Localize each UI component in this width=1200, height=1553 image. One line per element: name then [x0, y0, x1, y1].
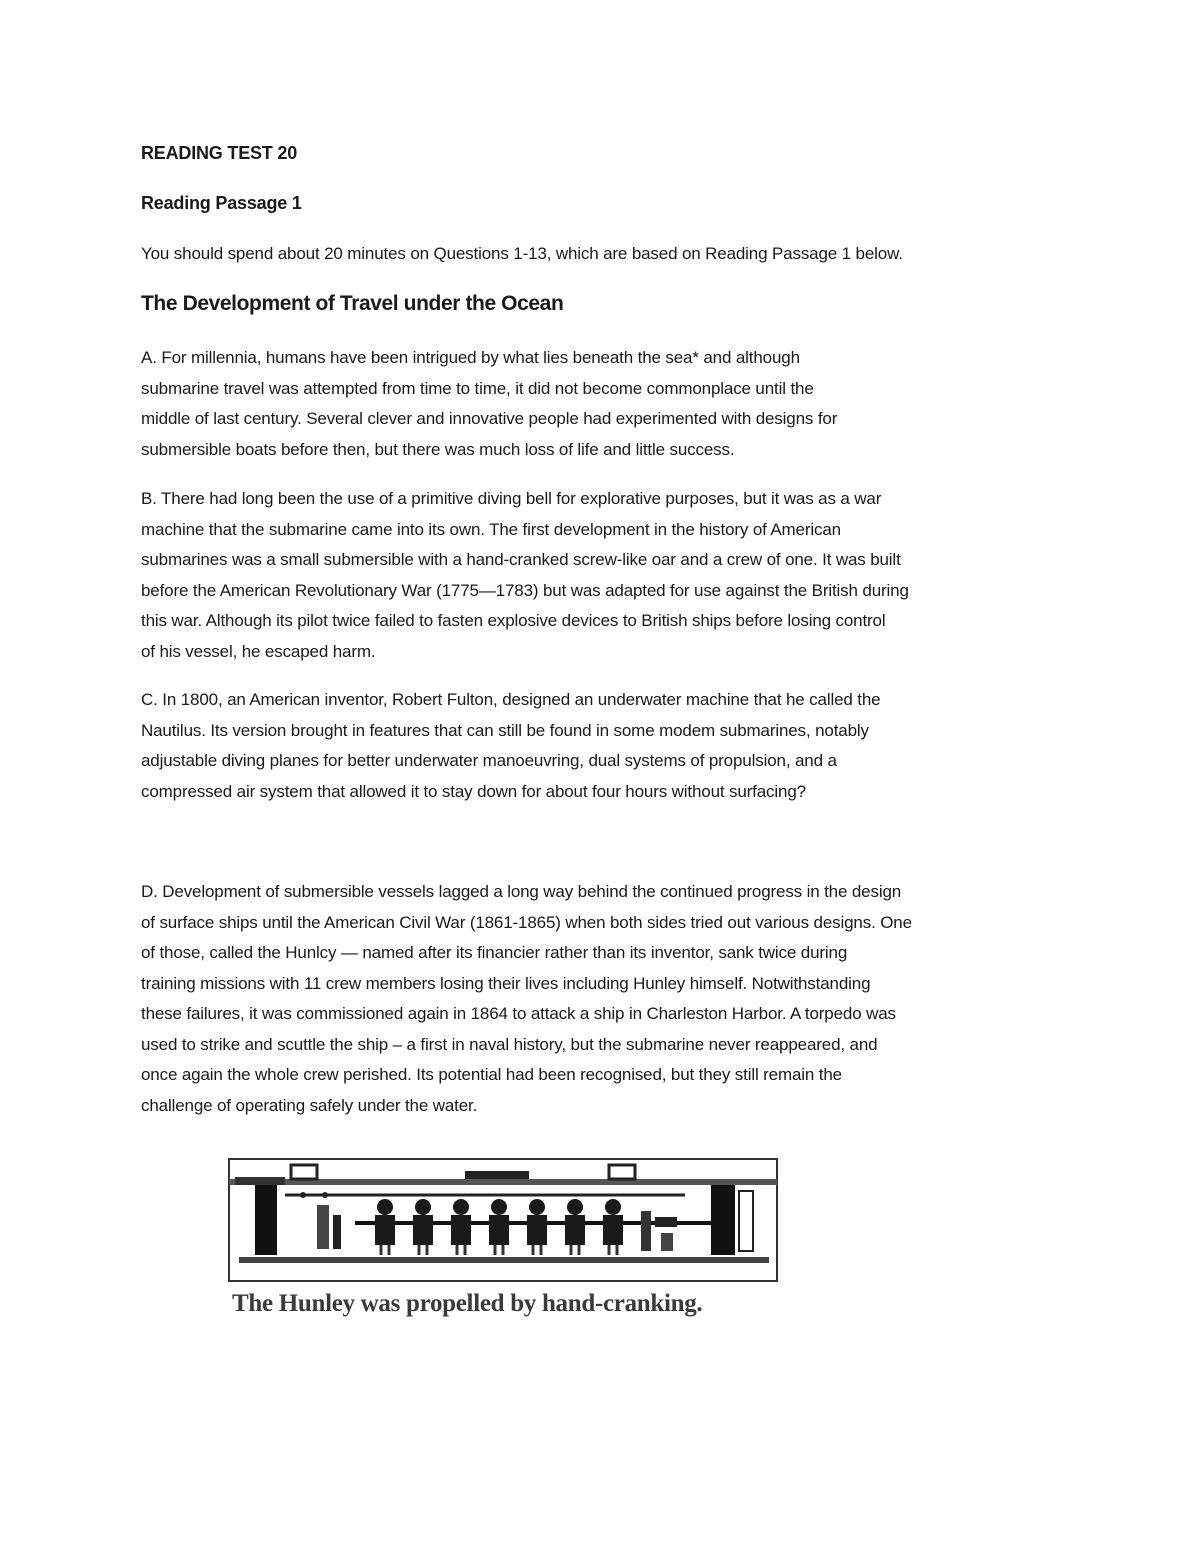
- passage-label: Reading Passage 1: [141, 193, 302, 213]
- paragraph-line: of his vessel, he escaped harm.: [141, 641, 376, 661]
- test-title: READING TEST 20: [141, 143, 298, 163]
- paragraph-line: of those, called the Hunlcy — named after its financier rather than its inventor, sank twice during: [141, 943, 848, 962]
- paragraph-line: challenge of operating safely under the water.: [141, 1095, 478, 1115]
- paragraph-line: training missions with 11 crew members losing their lives including Hunley himself. Notwithstanding: [141, 973, 871, 993]
- paragraph-line: submersible boats before then, but there was much loss of life and little success.: [141, 439, 735, 459]
- paragraph-line: submarine travel was attempted from time to time, it did not become commonplace until the: [141, 378, 814, 398]
- paragraph-line: compressed air system that allowed it to stay down for about four hours without surfacing?: [141, 781, 806, 801]
- paragraph-c: [141, 685, 1071, 807]
- paragraph-b: [141, 484, 1071, 667]
- paragraph-a: [141, 343, 1071, 465]
- hunley-figure: [225, 1155, 785, 1285]
- paragraph-line: D. Development of submersible vessels lagged a long way behind the continued progress in the design: [141, 882, 902, 901]
- paragraph-line: used to strike and scuttle the ship – a first in naval history, but the submarine never reappeared, and: [141, 1034, 878, 1054]
- figure-caption: The Hunley was propelled by hand-cranking.: [232, 1290, 703, 1317]
- paragraph-line: adjustable diving planes for better underwater manoeuvring, dual systems of propulsion, and a: [141, 751, 837, 770]
- paragraph-line: submarines was a small submersible with a hand-cranked screw-like oar and a crew of one. It was built: [141, 550, 901, 569]
- instructions-text: You should spend about 20 minutes on Questions 1-13, which are based on Reading Passage 1 below.: [141, 244, 903, 263]
- paragraph-line: C. In 1800, an American inventor, Robert Fulton, designed an underwater machine that he called the: [141, 690, 881, 709]
- paragraph-line: these failures, it was commissioned again in 1864 to attack a ship in Charleston Harbor. A torpedo was: [141, 1004, 896, 1023]
- paragraph-line: Nautilus. Its version brought in features that can still be found in some modem submarines, notably: [141, 720, 869, 740]
- paragraph-line: before the American Revolutionary War (1775—1783) but was adapted for use against the British during: [141, 580, 909, 600]
- paragraph-line: B. There had long been the use of a primitive diving bell for explorative purposes, but it was as a war: [141, 489, 882, 508]
- paragraph-line: machine that the submarine came into its own. The first development in the history of American: [141, 519, 841, 539]
- paragraph-line: this war. Although its pilot twice failed to fasten explosive devices to British ships before losing control: [141, 611, 886, 630]
- hunley-cutaway-illustration: [225, 1155, 785, 1285]
- paragraph-d: [141, 877, 1071, 1121]
- paragraph-line: of surface ships until the American Civil War (1861-1865) when both sides tried out various designs. One: [141, 912, 912, 932]
- paragraph-line: A. For millennia, humans have been intrigued by what lies beneath the sea* and although: [141, 348, 800, 367]
- paragraph-line: middle of last century. Several clever and innovative people had experimented with designs for: [141, 409, 838, 428]
- paragraph-line: once again the whole crew perished. Its potential had been recognised, but they still remain the: [141, 1065, 842, 1084]
- article-title: The Development of Travel under the Ocean: [141, 292, 564, 315]
